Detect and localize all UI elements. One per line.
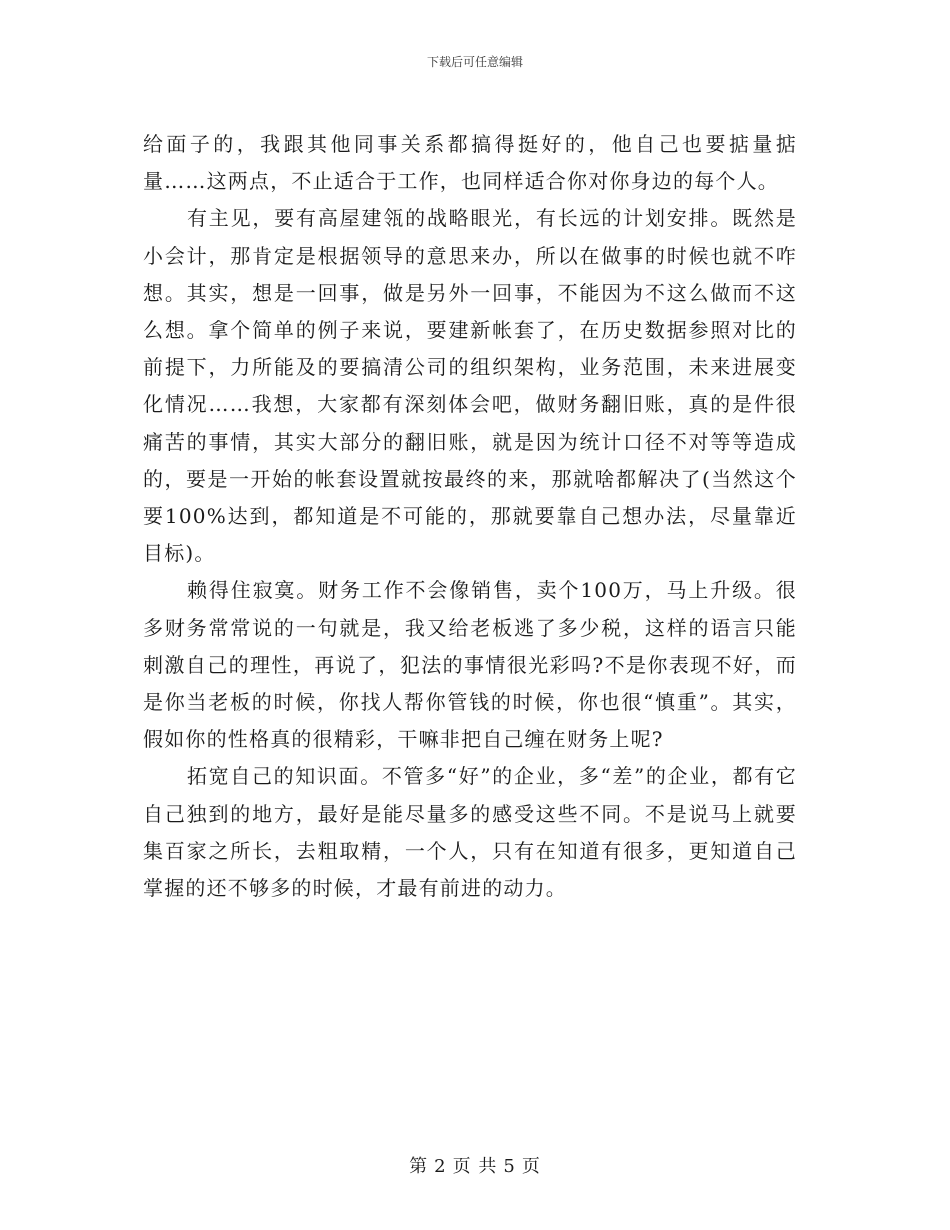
paragraph-4: 拓宽自己的知识面。不管多“好”的企业，多“差”的企业，都有它自己独到的地方，最好是能尽量多的感受这些不同。不是说马上就要集百家之所长，去粗取精，一个人，只有在知道有很多，更知道自己掌握的还不够多的时候，才最有前进的动力。	[143, 764, 797, 901]
paragraph-3: 赖得住寂寞。财务工作不会像销售，卖个100万，马上升级。很多财务常常说的一句就是，我又给老板逃了多少税，这样的语言只能刺激自己的理性，再说了，犯法的事情很光彩吗?不是你表现不好，而是你当老板的时候，你找人帮你管钱的时候，你也很“慎重”。其实，假如你的性格真的很精彩，干嘛非把自己缠在财务上呢?	[143, 578, 797, 752]
footer-suffix: 页	[521, 1156, 541, 1177]
footer-total-pages: 5	[503, 1156, 516, 1177]
footer-prefix: 第	[409, 1156, 429, 1177]
footer-middle: 页 共	[452, 1156, 498, 1177]
page-header-note: 下载后可任意编辑	[426, 55, 523, 69]
footer-current-page: 2	[434, 1156, 447, 1177]
document-body	[143, 126, 797, 907]
paragraph-1: 给面子的，我跟其他同事关系都搞得挺好的，他自己也要掂量掂量……这两点，不止适合于工作，也同样适合你对你身边的每个人。	[143, 132, 797, 194]
paragraph-2: 有主见，要有高屋建瓴的战略眼光，有长远的计划安排。既然是小会计，那肯定是根据领导的意思来办，所以在做事的时候也就不咋想。其实，想是一回事，做是另外一回事，不能因为不这么做而不这么想。拿个简单的例子来说，要建新帐套了，在历史数据参照对比的前提下，力所能及的要搞清公司的组织架构，业务范围，未来进展变化情况……我想，大家都有深刻体会吧，做财务翻旧账，真的是件很痛苦的事情，其实大部分的翻旧账，就是因为统计口径不对等等造成的，要是一开始的帐套设置就按最终的来，那就啥都解决了(当然这个要100%达到，都知道是不可能的，那就要靠自己想办法，尽量靠近目标)。	[143, 206, 797, 566]
page-number-footer	[0, 1156, 950, 1178]
